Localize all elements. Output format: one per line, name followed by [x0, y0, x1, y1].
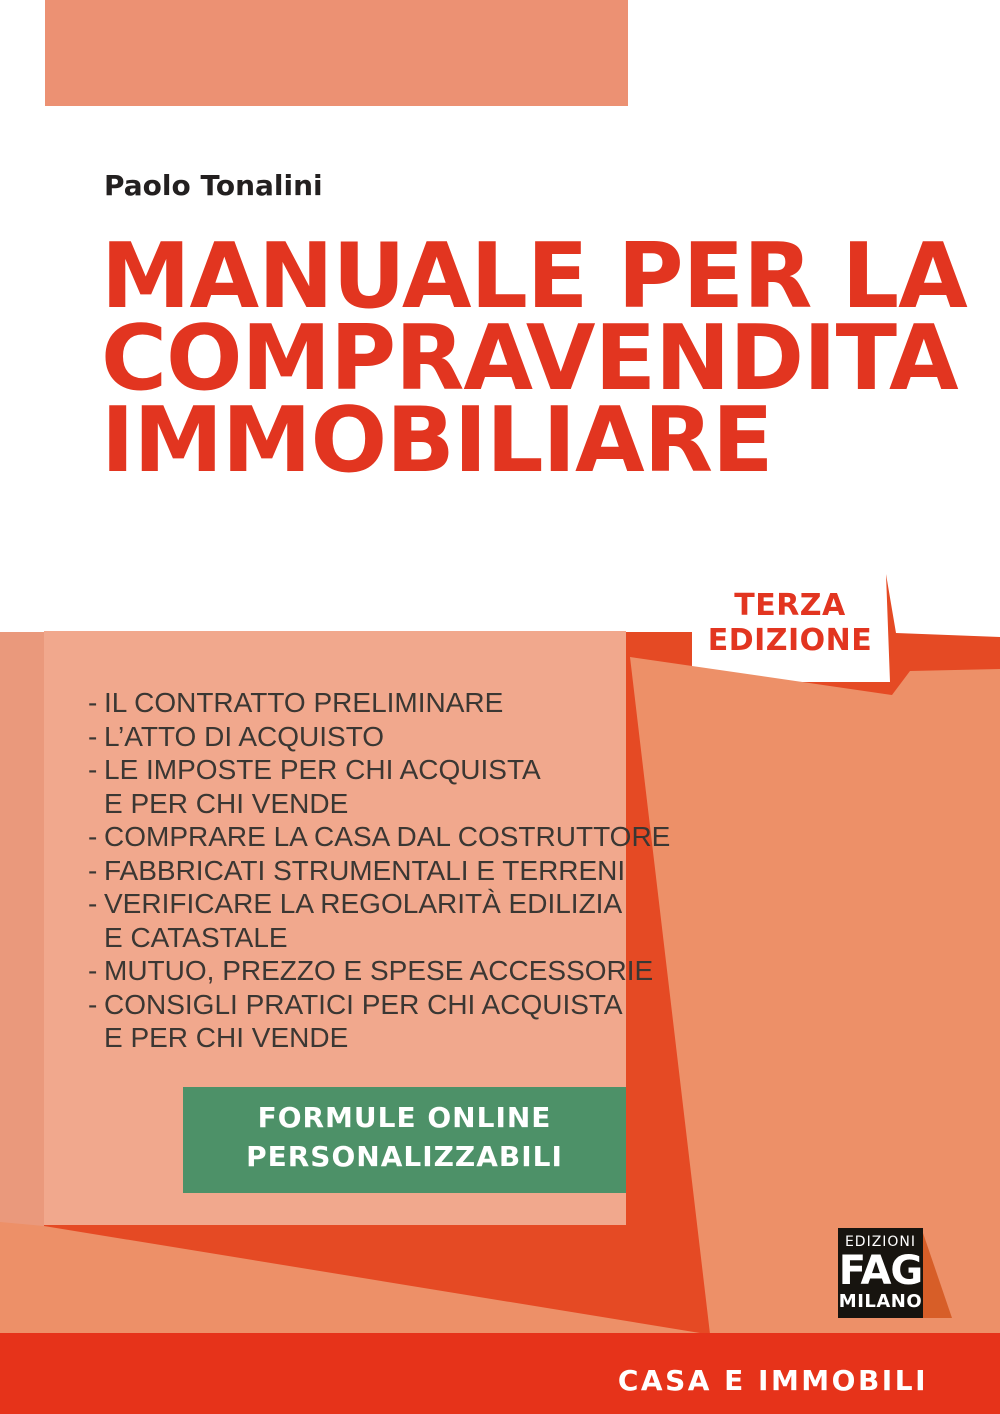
author-name: Paolo Tonalini [104, 169, 323, 202]
topic-text: CONSIGLI PRATICI PER CHI ACQUISTA [104, 988, 623, 1020]
topic-list [88, 686, 671, 1055]
topic-line [88, 787, 628, 821]
topic-line [88, 854, 628, 888]
topic-line [88, 1021, 628, 1055]
feature-line-2: PERSONALIZZABILI [246, 1140, 563, 1173]
topic-line [88, 988, 628, 1022]
book-title [101, 224, 967, 493]
topic-bullet: - [88, 854, 98, 886]
book-title-line-2: COMPRAVENDITA [101, 306, 958, 411]
topic-text: E PER CHI VENDE [104, 1022, 349, 1053]
book-title-line-1: MANUALE PER LA [101, 224, 967, 329]
topic-bullet: - [88, 754, 98, 785]
topic-text: LE IMPOSTE PER CHI ACQUISTA [104, 754, 541, 785]
topic-text: E CATASTALE [104, 921, 288, 953]
topic-line [88, 720, 628, 754]
edition-badge-line-2: EDIZIONE [707, 623, 873, 658]
feature-box-label [183, 1098, 626, 1176]
topic-text: COMPRARE LA CASA DAL COSTRUTTORE [104, 821, 671, 852]
topic-bullet: - [88, 720, 98, 752]
publisher-fag: FAG [838, 1248, 923, 1294]
topic-text: E PER CHI VENDE [104, 787, 349, 819]
topic-line [88, 954, 654, 988]
topic-text: VERIFICARE LA REGOLARITÀ EDILIZIA [104, 888, 623, 919]
topic-line [88, 887, 628, 921]
topic-line [88, 686, 628, 720]
series-label: CASA E IMMOBILI [617, 1364, 928, 1397]
feature-line-1: FORMULE ONLINE [257, 1101, 552, 1134]
topic-bullet: - [88, 687, 98, 718]
publisher-logo [838, 1228, 923, 1318]
topic-bullet: - [88, 821, 98, 852]
topic-line [88, 753, 628, 787]
edition-badge-line-1: TERZA [734, 588, 846, 623]
edition-badge [692, 588, 888, 658]
topic-text: L’ATTO DI ACQUISTO [104, 720, 385, 752]
topic-bullet: - [88, 988, 98, 1020]
topic-text: IL CONTRATTO PRELIMINARE [104, 687, 504, 718]
publisher-edizioni: EDIZIONI [844, 1234, 917, 1250]
book-title-line-3: IMMOBILIARE [101, 388, 773, 493]
topic-text: FABBRICATI STRUMENTALI E TERRENI [104, 854, 626, 886]
topic-bullet: - [88, 955, 98, 986]
topic-line [88, 921, 628, 955]
topic-line [88, 820, 671, 854]
topic-bullet: - [88, 888, 98, 919]
topic-text: MUTUO, PREZZO E SPESE ACCESSORIE [104, 955, 654, 986]
publisher-milano: MILANO [838, 1291, 923, 1312]
top-banner [45, 0, 628, 106]
